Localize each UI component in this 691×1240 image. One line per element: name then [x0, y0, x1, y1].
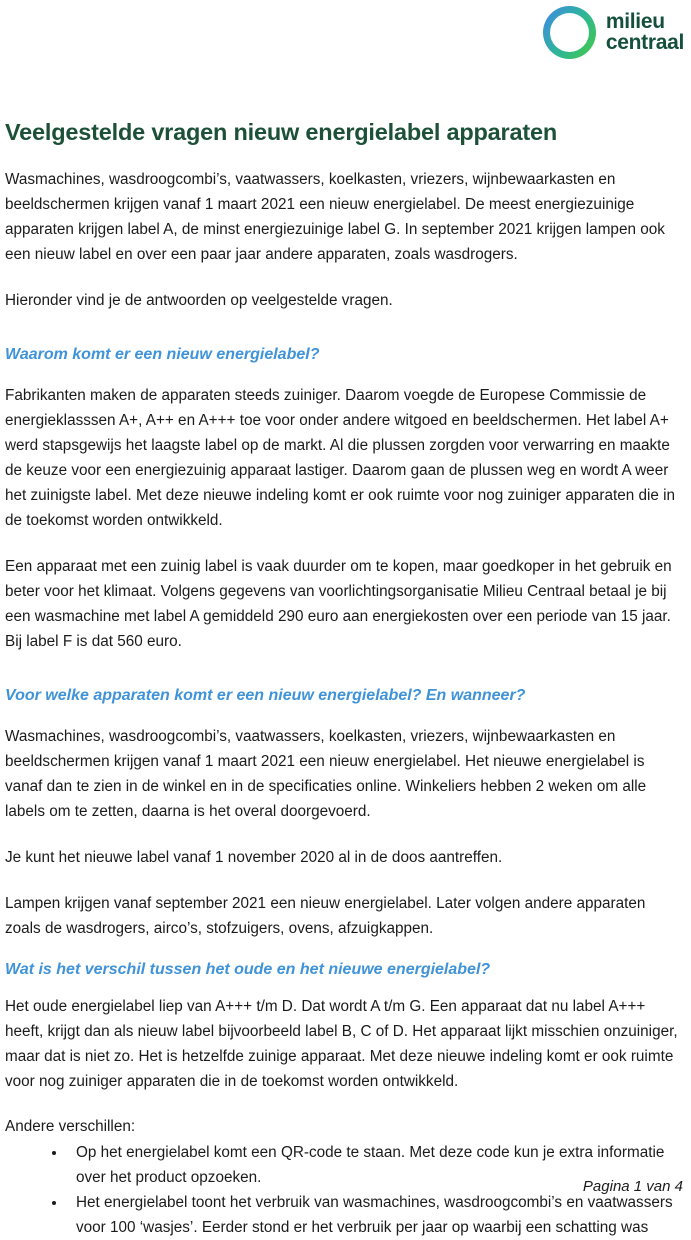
section-heading-why: Waarom komt er een nieuw energielabel? [5, 346, 320, 363]
section-which-paragraph-1: Wasmachines, wasdroogcombi’s, vaatwassers, koelkasten, vriezers, wijnbewaarkasten en beeldschermen krijgen vanaf 1 maart 2021 een nieuw energielabel. Het nieuwe energielabel is vanaf dan te zien in de winkel en in de specificaties online. Winkeliers hebben 2 weken om alle labels om te zetten, daarna is het overal doorgevoerd. [5, 728, 647, 820]
page-title: Veelgestelde vragen nieuw energielabel apparaten [5, 119, 558, 145]
milieu-centraal-logo [5, 6, 684, 66]
milieu-centraal-ring-icon [543, 6, 596, 59]
intro-paragraph-1: Wasmachines, wasdroogcombi’s, vaatwassers, koelkasten, vriezers, wijnbewaarkasten en beeldschermen krijgen vanaf 1 maart 2021 een nieuw energielabel. De meest energiezuinige apparaten krijgen label A, de minst energiezuinige label G. In september 2021 krijgen lampen ook een nieuw label en over een paar jaar andere apparaten, zoals wasdrogers. [5, 171, 665, 263]
intro-paragraph-2: Hieronder vind je de antwoorden op veelgestelde vragen. [5, 292, 393, 309]
section-which-paragraph-2: Je kunt het nieuwe label vanaf 1 november 2020 al in de doos aantreffen. [5, 849, 503, 866]
section-why-paragraph-1: Fabrikanten maken de apparaten steeds zuiniger. Daarom voegde de Europese Commissie de energieklasssen A+, A++ en A+++ toe voor onder andere witgoed en beeldschermen. Het label A+ werd stapsgewijs het laagste label op de markt. Al die plussen zorgden voor verwarring en maakte de keuze voor een energiezuinig apparaat lastiger. Daarom gaan de plussen weg en wordt A weer het zuinigste label. Met deze nieuwe indeling komt er ook ruimte voor nog zuiniger apparaten die in de toekomst worden ontwikkeld. [5, 387, 676, 529]
list-item: • Op het energielabel komt een QR-code te staan. Met deze code kun je extra informatie over het product opzoeken. [67, 1140, 684, 1190]
section-difference-paragraph-1: Het oude energielabel liep van A+++ t/m D. Dat wordt A t/m G. Een apparaat dat nu label A+++ heeft, krijgt dan als nieuw label bijvoorbeeld label B, C of D. Het apparaat lijkt misschien onzuiniger, maar dat is niet zo. Het is hetzelfde zuinige apparaat. Met deze nieuwe indeling komt er ook ruimte voor nog zuiniger apparaten die in de toekomst worden ontwikkeld. [5, 998, 678, 1090]
logo-text-line1: milieu [605, 10, 665, 33]
section-heading-which: Voor welke apparaten komt er een nieuw energielabel? En wanneer? [5, 687, 526, 704]
logo-text [606, 6, 684, 53]
section-why-paragraph-2: Een apparaat met een zuinig label is vaak duurder om te kopen, maar goedkoper in het gebruik en beter voor het klimaat. Volgens gegevens van voorlichtingsorganisatie Milieu Centraal betaal je bij een wasmachine met label A gemiddeld 290 euro aan energiekosten over een periode van 15 jaar. Bij label F is dat 560 euro. [5, 558, 672, 650]
logo-text-line2: centraal [605, 31, 684, 54]
other-differences-intro: Andere verschillen: [5, 1118, 136, 1135]
page-number: Pagina 1 van 4 [582, 1178, 683, 1195]
section-heading-difference: Wat is het verschil tussen het oude en het nieuwe energielabel? [5, 961, 491, 978]
section-which-paragraph-3: Lampen krijgen vanaf september 2021 een nieuw energielabel. Later volgen andere apparaten zoals de wasdrogers, airco’s, stofzuigers, ovens, afzuigkappen. [5, 895, 646, 937]
list-item: • Het energielabel toont het verbruik van wasmachines, wasdroogcombi’s en vaatwassers voor 100 ‘wasjes’. Eerder stond er het verbruik per jaar op waarbij een schatting was [67, 1190, 684, 1240]
